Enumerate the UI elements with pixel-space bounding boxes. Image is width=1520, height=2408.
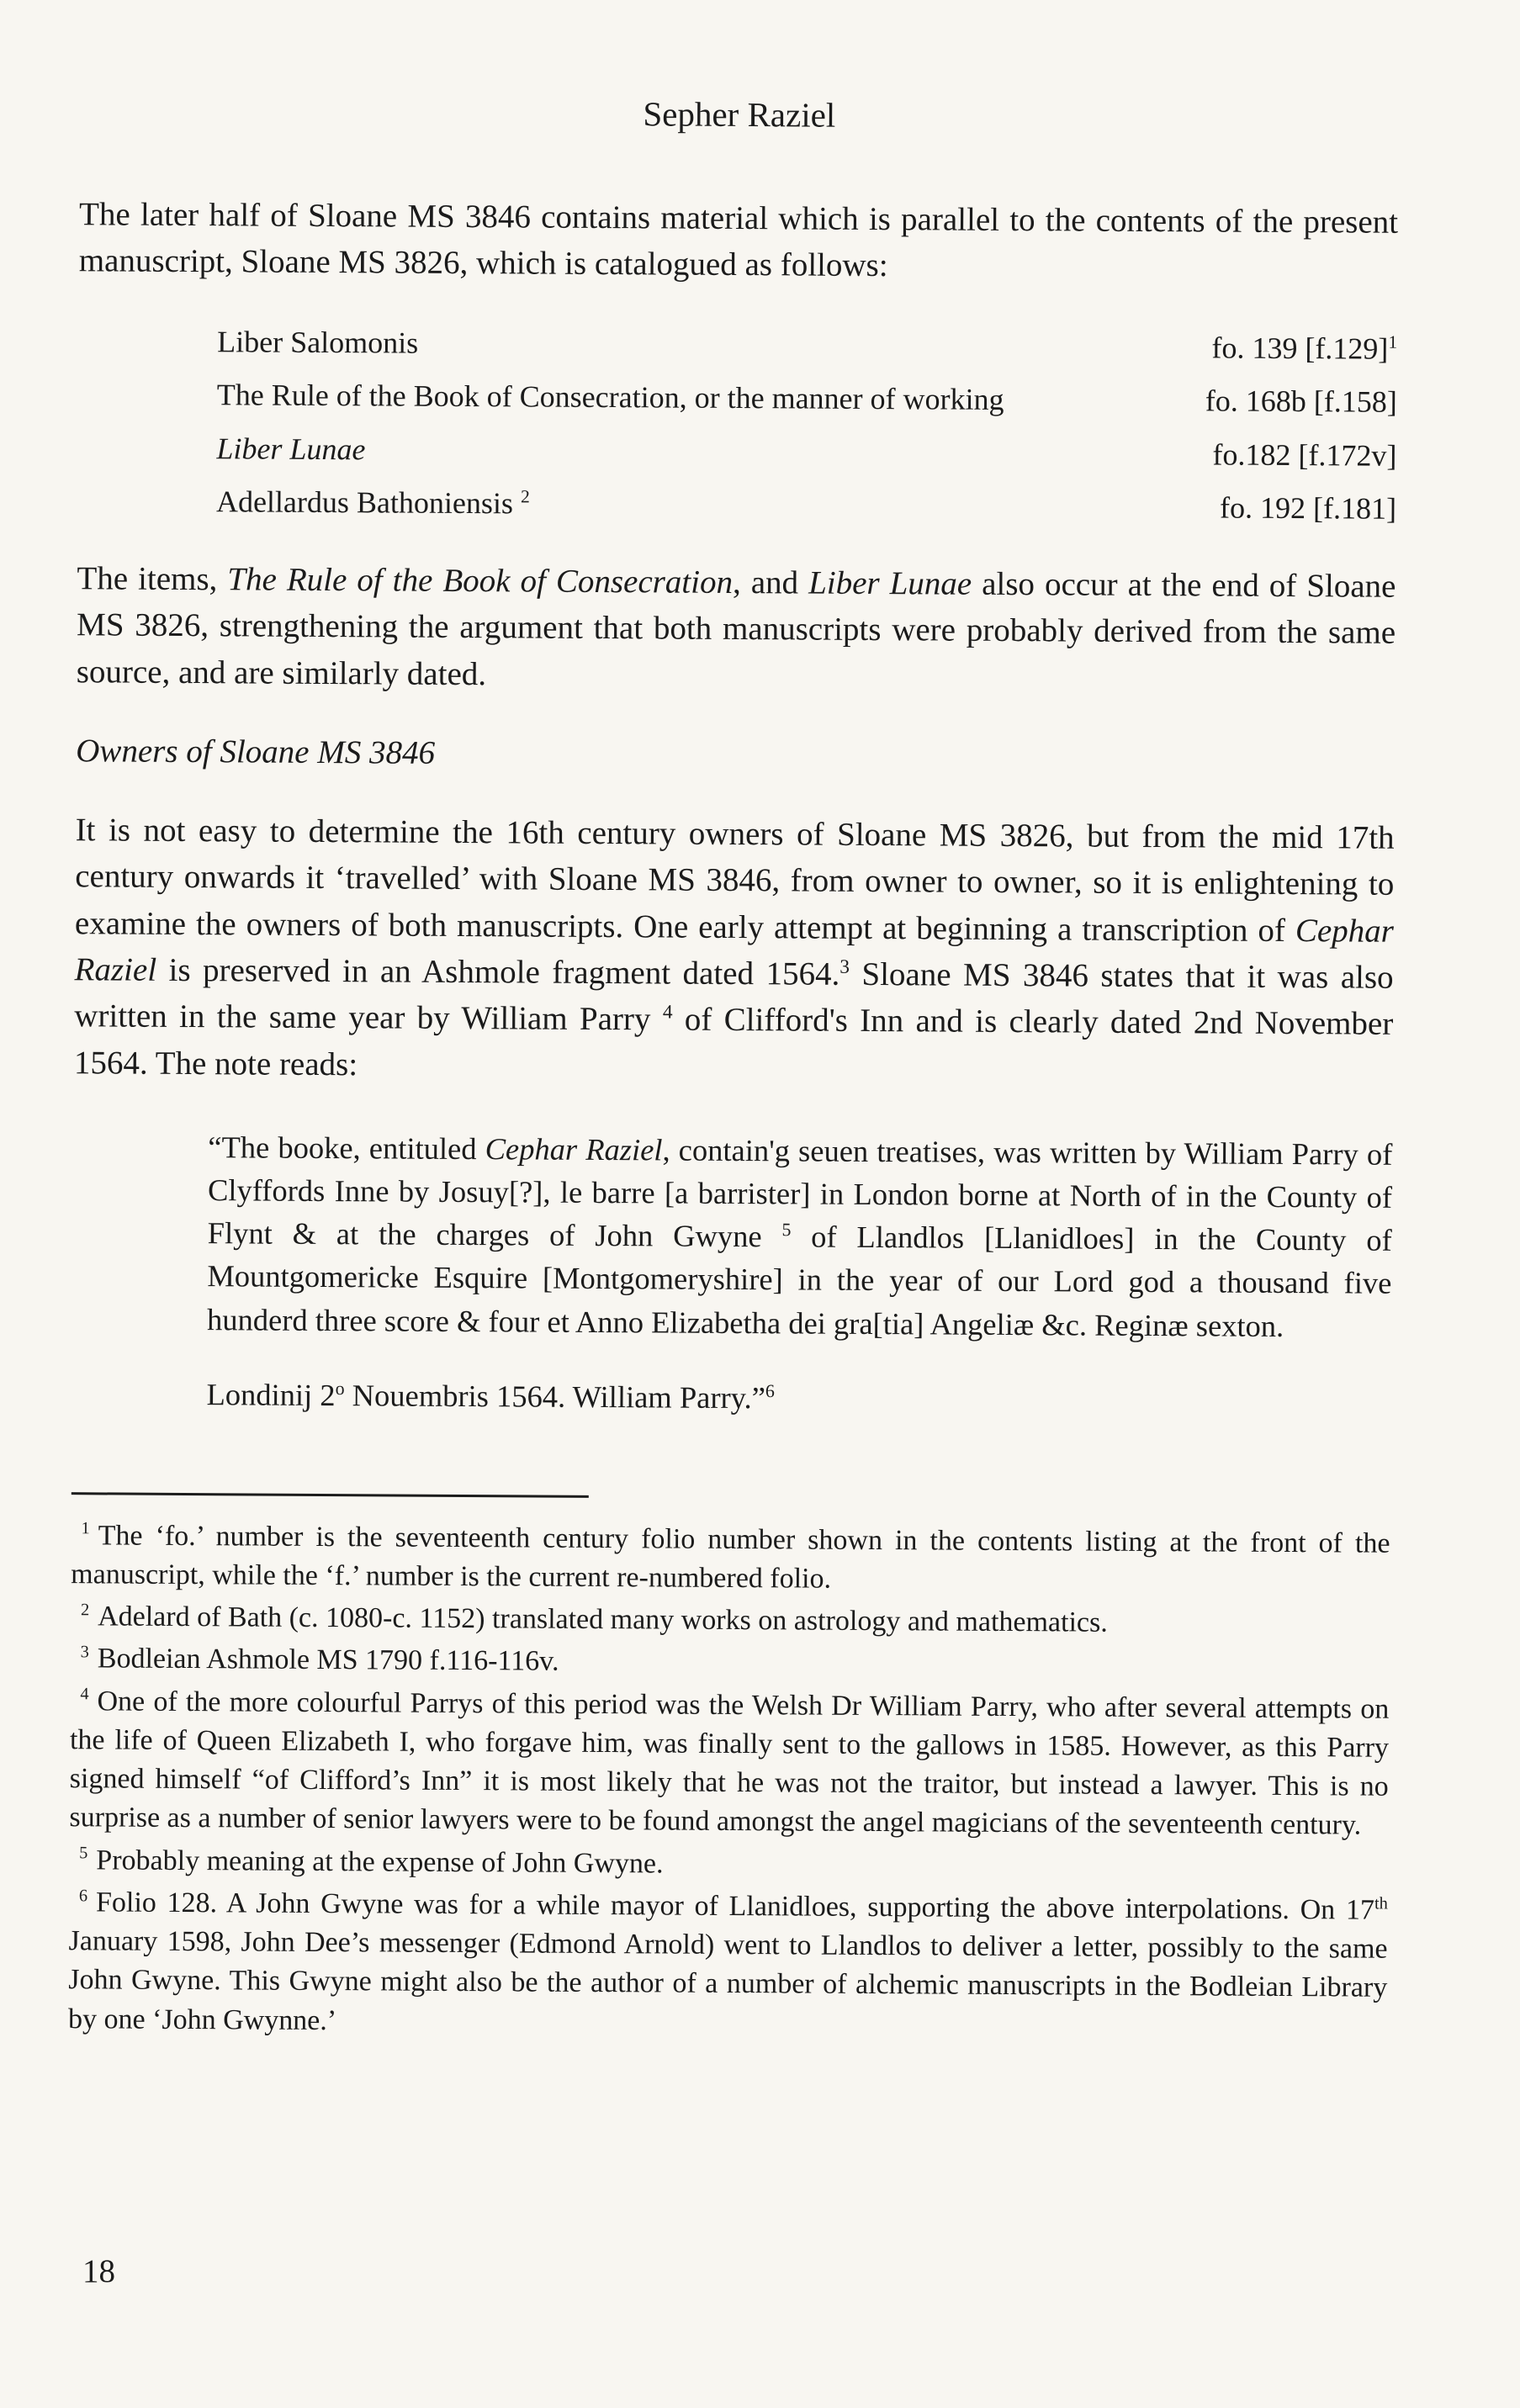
footnote-text: The ‘fo.’ number is the seventeenth century folio number shown in the contents listing at the front of the manuscript, while the ‘f.’ number is the current re-numbered folio. xyxy=(71,1520,1390,1595)
quote-signoff: Londinij 2$^o$ Nouembris 1564. William Parry.”$^6$ xyxy=(206,1376,775,1415)
footnote xyxy=(70,1640,1389,1687)
footnote-text: Bodleian Ashmole MS 1790 f.116-116v. xyxy=(97,1643,559,1678)
footnote-number: 1 xyxy=(81,1519,90,1538)
catalog-entry-folio: fo.182 [f.172v] xyxy=(1212,437,1397,473)
footnote-divider xyxy=(71,1492,589,1498)
footnote-number: 6 xyxy=(78,1886,88,1905)
footnote-number: 2 xyxy=(80,1601,90,1620)
catalog-entry-title: Liber Lunae xyxy=(216,431,366,467)
footnote-number: 4 xyxy=(80,1685,89,1704)
footnote xyxy=(68,1883,1388,2047)
footnote xyxy=(71,1516,1390,1602)
footnotes-section xyxy=(68,1516,1390,2047)
page-title: Sepher Raziel xyxy=(643,94,836,135)
catalog-row xyxy=(216,483,1396,530)
footnote-text: One of the more colourful Parrys of this period was the Welsh Dr William Parry, who after several attempts on the life of Queen Elizabeth I, who forgave him, was finally sent to the gallows in 1585. However, as this Parry signed himself “of Clifford’s Inn” it is most likely that he was not the traitor, but instead a lawyer. This is no surprise as a number of senior lawyers were to be found amongst the angel magicians of the seventeenth century. xyxy=(69,1686,1390,1841)
catalog-entry-title: Adellardus Bathoniensis $^2$ xyxy=(215,484,530,521)
footnote xyxy=(69,1682,1389,1846)
catalog-entry-title: Liber Salomonis xyxy=(217,324,419,360)
footnote-text: Folio 128. A John Gwyne was for a while mayor of Llanidloes, supporting the above interpolations. On 17th January 1598, John Dee’s messenger (Edmond Arnold) went to Llandlos to deliver a letter, possibly to the same John Gwyne. This Gwyne might also be the author of a number of alchemic manuscripts in the Bodleian Library by one ‘John Gwynne.’ xyxy=(67,1887,1388,2036)
catalog-entry-folio: fo. 139 $[f.129]^1$ xyxy=(1211,331,1398,366)
catalog-list xyxy=(77,321,1397,530)
catalog-entry-folio: fo. 192 [f.181] xyxy=(1219,490,1397,527)
catalog-row xyxy=(217,375,1397,422)
footnote-number: 5 xyxy=(79,1844,88,1863)
footnote xyxy=(71,1597,1390,1644)
footnote-text: Adelard of Bath (c. 1080-c. 1152) translated many works on astrology and mathematics. xyxy=(98,1601,1108,1638)
footnote-number: 3 xyxy=(80,1643,89,1662)
items-note-paragraph: The items, The Rule of the Book of Consecration, and Liber Lunae also occur at the end of Sloane MS 3826, strengthening the argument that both manuscripts were probably derived from the same source, and are similarly dated. xyxy=(76,560,1396,692)
intro-paragraph: The later half of Sloane MS 3846 contains material which is parallel to the contents of the present manuscript, Sloane MS 3826, which is catalogued as follows: xyxy=(78,196,1399,284)
page-number: 18 xyxy=(82,2253,115,2289)
owners-section-heading: Owners of Sloane MS 3846 xyxy=(76,733,436,771)
quote-block xyxy=(206,1125,1392,1422)
catalog-entry-title: The Rule of the Book of Consecration, or the manner of working xyxy=(216,378,1004,417)
catalog-row xyxy=(216,429,1396,476)
catalog-row xyxy=(217,322,1397,369)
footnote-text: Probably meaning at the expense of John Gwyne. xyxy=(96,1844,664,1880)
owners-paragraph: It is not easy to determine the 16th century owners of Sloane MS 3826, but from the mid 17th century onwards it ‘travelled’ with Sloane MS 3846, from owner to owner, so it is enlightening to examine the owners of both manuscripts. One early attempt at beginning a transcription of Cephar Raziel is preserved in an Ashmole fragment dated 1564.$^3$ Sloane MS 3846 states that it was also written in the same year by William Parry $^4$ of Clifford's Inn and is clearly dated 2nd November 1564. The note reads: xyxy=(73,812,1395,1083)
quote-body: “The booke, entituled Cephar Raziel, contain'g seuen treatises, was written by William Parry of Clyffords Inne by Josuy[?], le barre [a barrister] in London borne at North of in the County of Flynt & at the charges of John Gwyne $^5$ of Llandlos [Llanidloes] in the County of Mountgomericke Esquire [Montgomeryshire] in the year of our Lord god a thousand five hunderd three score & four et Anno Elizabetha dei gra[tia] Angeliæ &c. Reginæ sexton. xyxy=(206,1130,1393,1343)
page-content xyxy=(68,90,1399,2050)
catalog-entry-folio: fo. 168b [f.158] xyxy=(1205,384,1397,420)
footnote xyxy=(69,1841,1388,1888)
